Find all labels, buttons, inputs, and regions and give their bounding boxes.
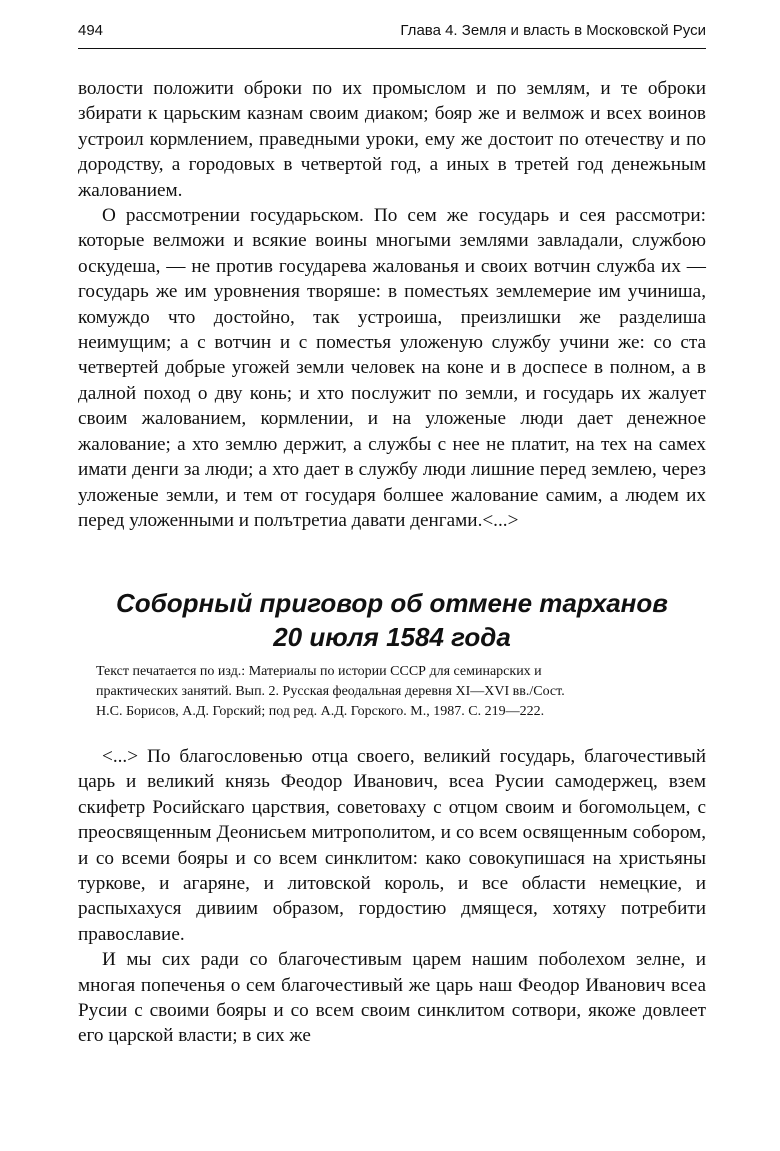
running-header <box>78 18 706 49</box>
text-block-bottom <box>78 744 706 1049</box>
source-note <box>96 662 708 722</box>
paragraph: И мы сих ради со благочестивым царем нашим поболехом зелне, и многая попеченья о сем благочестивый же царь наш Феодор Иванович всеа Русии с своими бояры и со всем своим синклитом сотвори, якоже довлеет его царской власти; в сих же <box>78 949 706 1047</box>
heading-date: 20 июля 1584 года <box>273 622 511 652</box>
paragraph: волости положити оброки по их промыслом и по землям, и те оброки збирати к царьским казнам своим диаком; бояр же и велмож и всех воинов устроил кормлением, праведными уроки, ему же достоит по отечеству и по дородству, а городовых в четвертой год, а иных в третей год денежьным жалованием. <box>78 78 706 201</box>
text-block-top <box>78 76 706 533</box>
document-heading <box>78 586 706 654</box>
paragraph: <...> По благословенью отца своего, великий государь, благочестивый царь и великий князь Феодор Иванович, всеа Русии самодержец, взем скифетр Росийскаго царствия, советоваху с отцом своим и богомольцем, с преосвященным Деонисьем митрополитом, и со всем освященным собором, и со всеми бояры и со всем синклитом: како совокупишася на христьяны туркове, и агаряне, и литовской король, и все области немецкие, и распыхахуся дивиим образом, гордостию дмящеся, хотяху потребити православие. <box>78 746 706 945</box>
source-note-line: Н.С. Борисов, А.Д. Горский; под ред. А.Д. Горского. М., 1987. С. 219—222. <box>96 704 545 719</box>
source-note-line: Текст печатается по изд.: Материалы по истории СССР для семинарских и <box>96 664 542 679</box>
heading-title: Соборный приговор об отмене тарханов <box>116 588 668 618</box>
page-number: 494 <box>78 22 104 39</box>
source-note-line: практических занятий. Вып. 2. Русская феодальная деревня XI—XVI вв./Сост. <box>96 684 565 699</box>
chapter-title: Глава 4. Земля и власть в Московской Руси <box>400 22 706 39</box>
paragraph: О рассмотрении государьском. По сем же государь и сея рассмотри: которые велможи и всякие воины многыми землями завладали, службою оскудеша, — не против государева жалованья и своих вотчин служба их — государь же им уровнения творяше: в поместьях землемерие им учиниша, комуждо что достойно, так устроиша, преизлишки же разделиша неимущим; а с вотчин и с поместья уложеную службу учини же: со ста четвертей добрые угожей земли человек на коне и в доспесе в полном, а в далной поход о дву конь; и хто послужит по земли, и государь их жалует своим жалованием, кормлении, и на уложеные люди дает денежное жалование; а хто землю держит, а службы с нее не платит, на тех на самех имати денги за люди; а хто дает в службу люди лишние перед землею, через уложеные земли, и тем от государя болшее жалование самим, а людем их перед уложенными и полътретиа давати денгами.<...> <box>78 205 706 531</box>
